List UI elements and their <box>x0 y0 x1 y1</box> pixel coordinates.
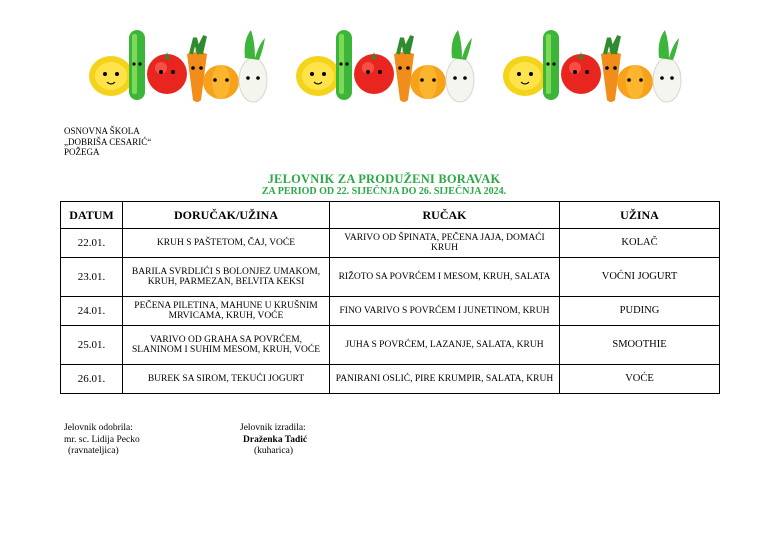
vegetable-banner-3 <box>497 24 687 106</box>
cell-snack: PUDING <box>560 297 720 326</box>
column-header-lunch: RUČAK <box>330 202 560 229</box>
cell-breakfast: BUREK SA SIROM, TEKUĆI JOGURT <box>123 365 330 394</box>
cell-lunch: RIŽOTO SA POVRĆEM I MESOM, KRUH, SALATA <box>330 258 560 297</box>
table-row <box>61 297 720 326</box>
cell-breakfast: BARILA SVRDLIĆI S BOLONJEZ UMAKOM, KRUH, PARMEZAN, BELVITA KEKSI <box>123 258 330 297</box>
school-name <box>64 126 151 158</box>
cell-date: 24.01. <box>61 297 123 326</box>
cell-date: 22.01. <box>61 229 123 258</box>
signature-prepared <box>240 423 307 458</box>
column-header-snack: UŽINA <box>560 202 720 229</box>
cell-date: 25.01. <box>61 326 123 365</box>
cell-date: 23.01. <box>61 258 123 297</box>
prepared-role: (kuharica) <box>254 446 294 456</box>
vegetable-toys-image <box>497 24 687 106</box>
column-header-breakfast: DORUČAK/UŽINA <box>123 202 330 229</box>
approved-label: Jelovnik odobrila: <box>64 423 133 433</box>
cell-snack: KOLAČ <box>560 229 720 258</box>
cell-snack: SMOOTHIE <box>560 326 720 365</box>
column-header-date: DATUM <box>61 202 123 229</box>
table-row <box>61 326 720 365</box>
menu-table <box>60 201 720 394</box>
vegetable-toys-image <box>290 24 480 106</box>
table-header-row <box>61 202 720 229</box>
menu-period: ZA PERIOD OD 22. SIJEČNJA DO 26. SIJEČNJA 2024. <box>261 186 507 197</box>
cell-snack: VOĆE <box>560 365 720 394</box>
table-row <box>61 365 720 394</box>
approved-role: (ravnateljica) <box>68 446 119 456</box>
school-name-line-2: „DOBRIŠA CESARIĆ“ <box>64 136 152 147</box>
vegetable-banner-2 <box>290 24 480 106</box>
prepared-name: Draženka Tadić <box>243 434 308 445</box>
table-row <box>61 229 720 258</box>
school-name-line-3: POŽEGA <box>64 147 100 157</box>
vegetable-banner-1 <box>83 24 273 106</box>
approved-name: mr. sc. Lidija Pecko <box>64 434 140 445</box>
prepared-label: Jelovnik izradila: <box>240 423 306 433</box>
cell-breakfast: VARIVO OD GRAHA SA POVRĆEM, SLANINOM I SUHIM MESOM, KRUH, VOĆE <box>123 326 330 365</box>
cell-lunch: FINO VARIVO S POVRĆEM I JUNETINOM, KRUH <box>330 297 560 326</box>
cell-date: 26.01. <box>61 365 123 394</box>
table-row <box>61 258 720 297</box>
vegetable-toys-image <box>83 24 273 106</box>
school-name-line-1: OSNOVNA ŠKOLA <box>64 126 140 136</box>
cell-breakfast: KRUH S PAŠTETOM, ČAJ, VOĆE <box>123 229 330 258</box>
cell-lunch: PANIRANI OSLIĆ, PIRE KRUMPIR, SALATA, KRUH <box>330 365 560 394</box>
cell-breakfast: PEČENA PILETINA, MAHUNE U KRUŠNIM MRVICAMA, KRUH, VOĆE <box>123 297 330 326</box>
cell-lunch: JUHA S POVRĆEM, LAZANJE, SALATA, KRUH <box>330 326 560 365</box>
cell-snack: VOĆNI JOGURT <box>560 258 720 297</box>
menu-title: JELOVNIK ZA PRODUŽENI BORAVAK <box>267 172 501 186</box>
cell-lunch: VARIVO OD ŠPINATA, PEČENA JAJA, DOMAĆI KRUH <box>330 229 560 258</box>
signature-approved <box>64 423 140 458</box>
